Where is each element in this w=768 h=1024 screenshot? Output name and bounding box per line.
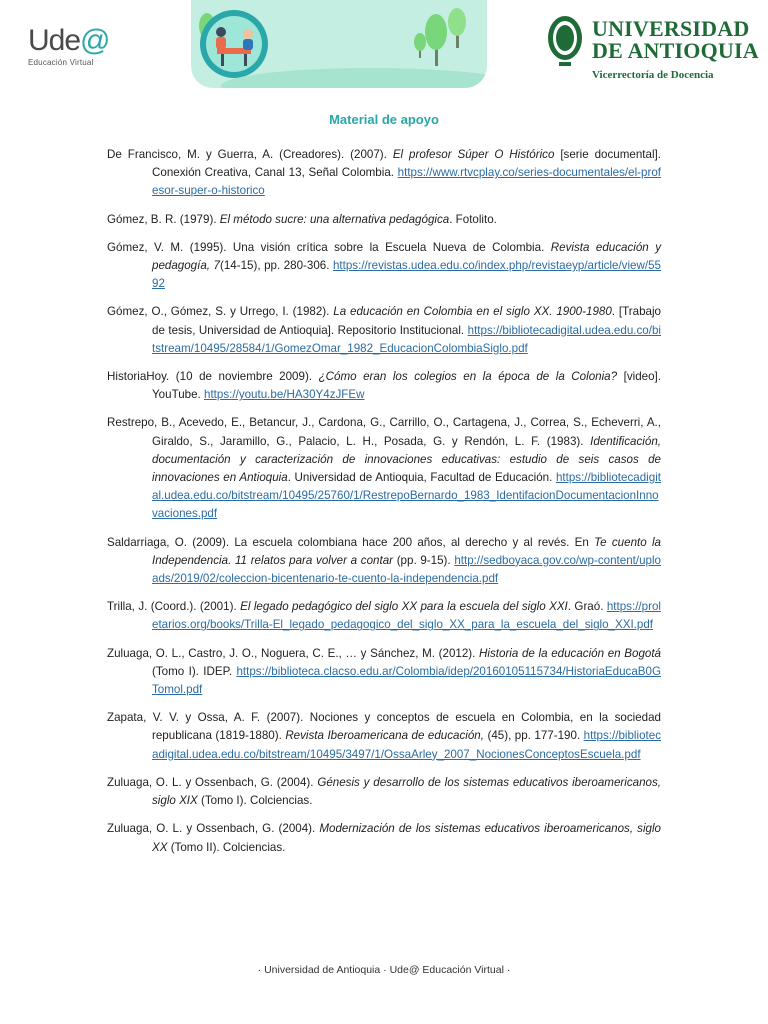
reference-text: Gómez, O., Gómez, S. y Urrego, I. (1982). [107,305,334,319]
header-illustration-banner [191,0,487,88]
udea-vicerrectoria: Vicerrectoría de Docencia [592,69,714,81]
reference-link[interactable]: http://sedboyaca.gov.co/wp-content/uploads/2019/02/coleccion-bicentenario-te-cuento-la-independencia.pdf [152,553,661,586]
reference-text-tail: (Tomo II). Colciencias. [167,840,286,854]
reference-item [107,774,661,810]
reference-text-tail: (14-15), pp. 280-306. [219,259,333,273]
reference-title: El profesor Súper O Histórico [392,148,555,161]
reference-title: El legado pedagógico del siglo XX para la escuela del siglo XXI [240,600,568,614]
reference-title: Revista Iberoamericana de educación, [285,729,484,743]
reference-item [107,534,661,589]
reference-link[interactable]: https://bibliotecadigital.udea.edu.co/bitstream/10495/25760/1/RestrepoBernardo_1983_IdentifacionDocumentacionInnovaciones.pdf [152,471,661,521]
reference-text: Zapata, V. V. y Ossa, A. F. (2007). Nociones y conceptos de escuela en Colombia, en la sociedad republicana (1819-1880). [107,711,661,743]
page-header [0,0,768,100]
reference-text: Gómez, B. R. (1979). [107,212,220,226]
reference-text: Zuluaga, O. L., Castro, J. O., Noguera, C. E., … y Sánchez, M. (2012). [107,646,480,660]
reference-title: La educación en Colombia en el siglo XX. 1900-1980 [333,305,612,319]
reference-title: Identificación, documentación y caracterización de innovaciones educativas: estudio de seis casos de innovaciones en Antioquia [152,434,661,485]
reference-title: El método sucre: una alternativa pedagógica [219,212,450,226]
reference-text-tail: . Graó. [567,600,607,614]
reference-item [107,598,661,634]
reference-item [107,303,661,358]
reference-text: HistoriaHoy. (10 de noviembre 2009). [107,370,319,384]
reference-item [107,820,661,856]
page-footer: · Universidad de Antioquia · Ude@ Educación Virtual · [257,964,511,976]
reference-item [107,146,661,201]
reference-list [107,146,661,867]
reference-link[interactable]: https://bibliotecadigital.udea.edu.co/bitstream/10495/3497/1/OssaArley_2007_NocionesConceptosEscuela.pdf [152,729,661,761]
reference-title: ¿Cómo eran los colegios en la época de la Colonia? [318,370,618,384]
reference-text: Restrepo, B., Acevedo, E., Betancur, J., Cardona, G., Carrillo, O., Cartagena, J., Correa, S., Echeverri, A., Giraldo, S., Jaramillo, G., Palacio, L. H., Posada, G. y Rendón, L. F. (1983). [107,416,661,448]
reference-title: Modernización de los sistemas educativos iberoamericanos, siglo XX [152,822,661,854]
reference-text-tail: [video]. YouTube. [152,370,661,402]
reference-item [107,239,661,294]
reference-text-tail: . Fotolito. [449,212,497,226]
reference-item [107,709,661,764]
reference-text: Zuluaga, O. L. y Ossenbach, G. (2004). [107,775,318,789]
reference-item [107,211,661,229]
ude-subtitle: Educación Virtual [28,58,94,67]
reference-text-tail: (pp. 9-15). [393,553,455,567]
reference-title: Historia de la educación en Bogotá [479,646,662,660]
udea-virtual-logo [28,26,128,70]
reference-text-tail: . Universidad de Antioquia, Facultad de Educación. [287,471,556,485]
reference-item [107,645,661,700]
udea-title-line1: UNIVERSIDAD [592,16,750,41]
ude-brand-text: Ude [28,24,81,57]
page-title: Material de apoyo [329,112,439,127]
reference-link[interactable]: https://biblioteca.clacso.edu.ar/Colombia/idep/20160105115734/HistoriaEducaB0GTomol.pdf [152,664,661,697]
reference-link[interactable]: https://proletarios.org/books/Trilla-El_legado_pedagogico_del_siglo_XX_para_la_escuela_del_siglo_XXI.pdf [152,600,661,632]
udea-title-line2: DE ANTIOQUIA [592,38,759,63]
reference-text-tail: (45), pp. 177-190. [483,729,584,743]
reference-text-tail: . [Trabajo de tesis, Universidad de Antioquia]. Repositorio Institucional. [152,305,661,337]
reference-title: Revista educación y pedagogía, 7 [152,240,661,273]
reference-text: Gómez, V. M. (1995). Una visión crítica sobre la Escuela Nueva de Colombia. [107,240,551,254]
reference-link[interactable]: https://www.rtvcplay.co/series-documentales/el-profesor-super-o-historico [152,166,661,198]
illustration-graphic [191,0,487,88]
university-seal-icon [546,14,584,68]
reference-link[interactable]: https://bibliotecadigital.udea.edu.co/bitstream/10495/28584/1/GomezOmar_1982_EducacionColombiaSiglo.pdf [152,323,661,355]
reference-text: Trilla, J. (Coord.). (2001). [107,600,241,614]
reference-text-tail: (Tomo I). IDEP. [152,664,237,678]
reference-text: De Francisco, M. y Guerra, A. (Creadores). (2007). [107,148,393,161]
reference-link[interactable]: https://youtu.be/HA30Y4zJFEw [204,388,365,402]
reference-link[interactable]: https://revistas.udea.edu.co/index.php/revistaeyp/article/view/5592 [152,259,661,291]
reference-text-tail: (Tomo I). Colciencias. [197,794,313,808]
reference-text: Zuluaga, O. L. y Ossenbach, G. (2004). [107,822,320,836]
ude-at-symbol: @ [80,24,110,57]
reference-text-tail: [serie documental]. Conexión Creativa, Canal 13, Señal Colombia. [152,148,661,180]
reference-title: Génesis y desarrollo de los sistemas educativos iberoamericanos, siglo XIX [152,775,661,808]
universidad-de-antioquia-logo [546,14,762,84]
reference-text: Saldarriaga, O. (2009). La escuela colombiana hace 200 años, al derecho y al revés. En [107,535,595,549]
reference-item [107,368,661,404]
reference-item [107,414,661,523]
reference-title: Te cuento la Independencia. 11 relatos para volver a contar [152,535,661,567]
